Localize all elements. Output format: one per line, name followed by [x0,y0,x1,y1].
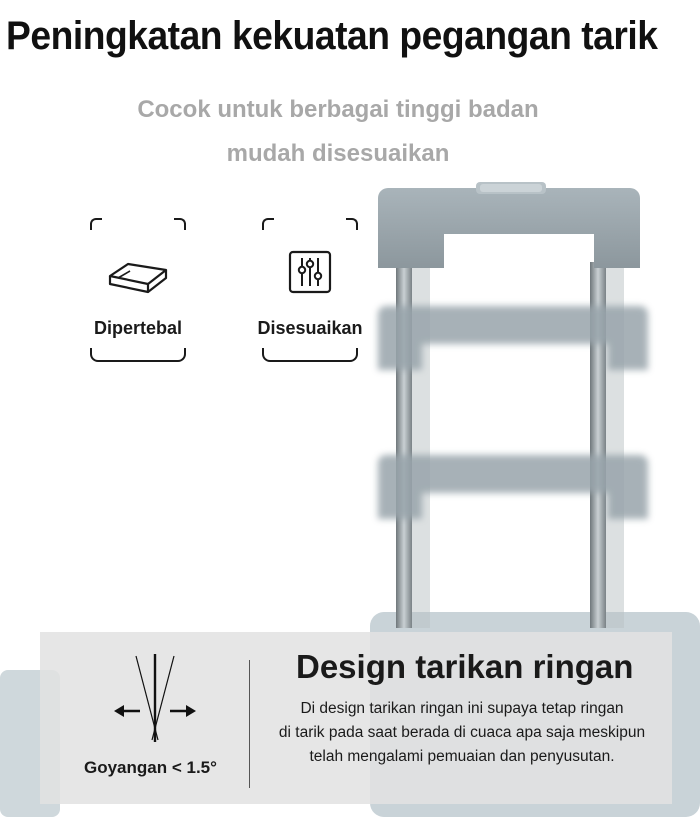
page-title: Peningkatan kekuatan pegangan tarik [6,14,658,58]
panel-title: Design tarikan ringan [296,648,634,685]
panel-body-line-3: telah mengalami pemuaian dan penyusutan. [309,748,615,765]
sway-angle-icon [100,652,220,748]
subtitle-line-2: mudah disesuaikan [226,140,450,167]
adjust-sliders-icon [278,240,342,304]
panel-body-line-1: Di design tarikan ringan ini supaya tetap ringan [300,700,624,717]
feature-thickened [90,212,186,368]
thickened-plate-icon [106,240,170,304]
subtitle-line-1: Cocok untuk berbagai tinggi badan [137,96,539,123]
corner-bracket-top-left [262,218,274,230]
panel-body-line-2: di tarik pada saat berada di cuaca apa saja meskipun [278,724,646,741]
corner-bracket-top-right [346,218,358,230]
feature-label-thickened: Dipertebal [93,318,183,338]
feature-label-adjustable: Disesuaikan [257,318,363,338]
panel-divider [249,660,250,788]
corner-bracket-bottom [262,348,358,362]
sway-label: Goyangan < 1.5° [84,758,217,777]
corner-bracket-top-left [90,218,102,230]
corner-bracket-top-right [174,218,186,230]
corner-bracket-bottom [90,348,186,362]
panel-body [252,697,672,769]
feature-adjustable [257,212,363,368]
